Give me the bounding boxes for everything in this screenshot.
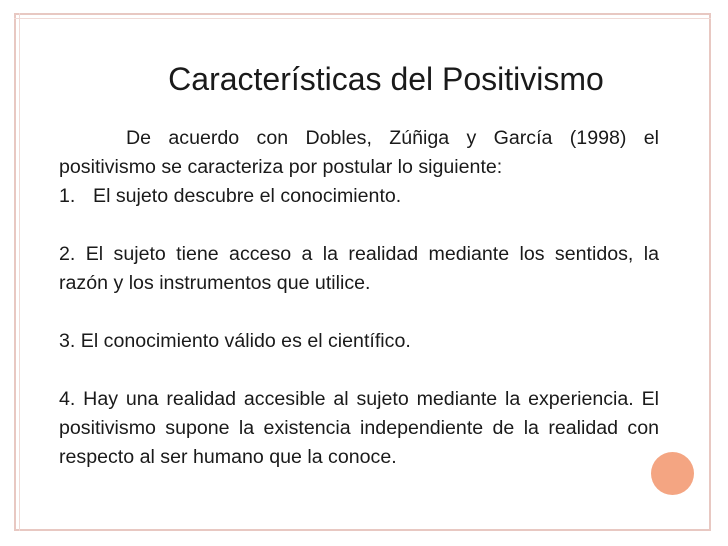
list-item-1-text: El sujeto descubre el conocimiento. [93, 185, 402, 207]
slide-title: Características del Positivismo [168, 61, 604, 97]
frame-line-top [14, 18, 711, 19]
list-item-2: 2. El sujeto tiene acceso a la realidad mediante los sentidos, la razón y los instrumentos que utilice. [59, 243, 659, 294]
list-item-4: 4. Hay una realidad accesible al sujeto mediante la experiencia. El positivismo supone la existencia independiente de la realidad con respecto al ser humano que la conoce. [59, 388, 659, 468]
intro-paragraph: De acuerdo con Dobles, Zúñiga y García (1998) el positivismo se caracteriza por postular lo siguiente: [59, 127, 659, 178]
list-item-1-number: 1. [59, 185, 76, 207]
decorative-circle [651, 452, 694, 495]
slide-body [59, 124, 659, 472]
list-item-1 [59, 182, 659, 211]
list-item-3: 3. El conocimiento válido es el científico. [59, 330, 411, 352]
